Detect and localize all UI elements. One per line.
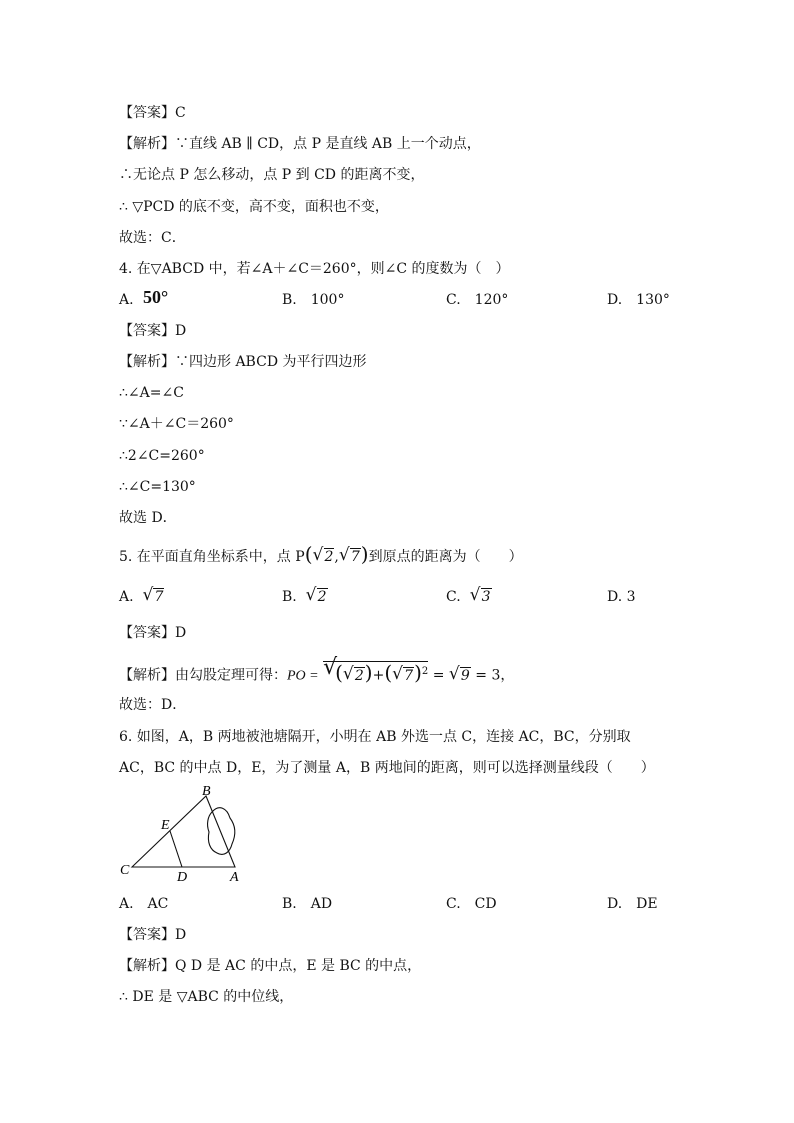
sqrt-7: √ 7 <box>338 545 360 565</box>
q4-option-b: B. 100° <box>282 292 345 308</box>
label-e: E <box>161 818 170 833</box>
explanation-line: ∴∠A=∠C <box>119 385 184 401</box>
q4-option-a-value: 50° <box>143 287 169 307</box>
explanation-line: 【解析】∵四边形 ABCD 为平行四边形 <box>119 354 367 370</box>
segment-de <box>170 831 182 867</box>
triangle-abc <box>132 796 235 867</box>
q4-option-d: D. 130° <box>607 292 670 308</box>
q4-option-a-label: A. <box>119 292 134 308</box>
q5-option-d: D. 3 <box>607 589 636 605</box>
explanation-line: 【解析】∵直线 AB ∥ CD，点 P 是直线 AB 上一个动点， <box>119 136 481 152</box>
label-b: B <box>202 784 211 799</box>
explanation-line: ∴无论点 P 怎么移动，点 P 到 CD 的距离不变， <box>119 167 425 183</box>
q5-option-a: A. √ 7 <box>119 585 164 605</box>
answer-line: 【答案】C <box>119 105 186 121</box>
q6-option-a: A. AC <box>119 896 169 912</box>
q4-option-c: C. 120° <box>446 292 509 308</box>
label-c: C <box>120 863 130 878</box>
label-d: D <box>177 870 188 882</box>
explanation-line: ∴2∠C=260° <box>119 448 205 464</box>
choice-line: 故选 D． <box>119 510 177 526</box>
explanation-line: ∵∠A＋∠C＝260° <box>119 416 234 432</box>
sqrt-2: √ 2 <box>312 545 334 565</box>
question-4-stem: 4. 在▽ABCD 中，若∠A＋∠C＝260°，则∠C 的度数为（ ） <box>119 261 510 277</box>
answer-line: 【答案】D <box>119 323 187 339</box>
q6-option-d: D. DE <box>607 896 658 912</box>
question-6-stem-1: 6. 如图，A，B 两地被池塘隔开，小明在 AB 外选一点 C，连接 AC，BC，分别取 <box>119 729 631 745</box>
q6-option-b: B. AD <box>282 896 333 912</box>
answer-line: 【答案】D <box>119 927 187 943</box>
explanation-line: ∴ DE 是 ▽ABC 的中位线， <box>119 989 294 1005</box>
q6-option-c: C. CD <box>446 896 497 912</box>
explanation-line: 【解析】Q D 是 AC 的中点，E 是 BC 的中点， <box>119 958 422 974</box>
explanation-line: ∴ ▽PCD 的底不变，高不变，面积也不变， <box>119 199 389 215</box>
explanation-line: ∴∠C=130° <box>119 479 196 495</box>
question-6-stem-2: AC，BC 的中点 D，E，为了测量 A，B 两地间的距离，则可以选择测量线段（ ） <box>119 760 655 776</box>
q5-stem-text-a: 5. 在平面直角坐标系中，点 P <box>119 549 305 565</box>
label-a: A <box>230 870 239 882</box>
choice-line: 故选：D． <box>119 697 187 713</box>
pond-triangle-figure <box>114 782 264 882</box>
pond-shape <box>208 808 235 855</box>
choice-line: 故选：C． <box>119 230 186 246</box>
answer-line: 【答案】D <box>119 625 187 641</box>
question-5-stem: 5. 在平面直角坐标系中，点 P( √ 2, √ 7)到原点的距离为（ ） <box>119 542 523 566</box>
explanation-line: 【解析】由勾股定理可得：PO = √ ( √ 2)+( √ 7)$^2$ = √ 9 = 3， <box>119 655 515 685</box>
q5-option-c: C. √ 3 <box>446 585 491 605</box>
q5-stem-text-b: 到原点的距离为（ ） <box>368 549 523 565</box>
q5-option-b: B. √ 2 <box>282 585 327 605</box>
